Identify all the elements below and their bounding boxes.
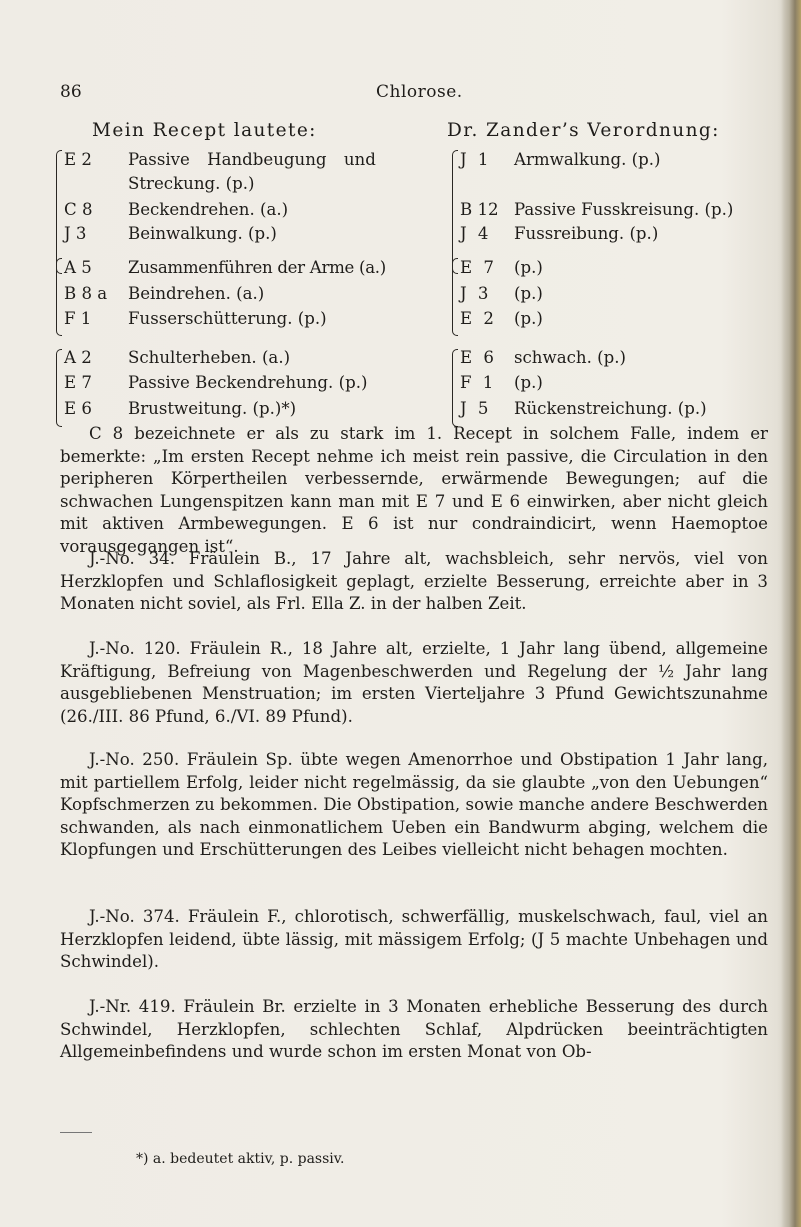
exercise-text: Passive Fusskreisung. (p.) (514, 200, 734, 219)
brace (56, 258, 62, 336)
exercise-text: Fussreibung. (p.) (514, 224, 659, 243)
exercise-text: Beindrehen. (a.) (128, 284, 265, 303)
exercise-text: (p.) (514, 284, 543, 303)
exercise-code: A 5 (64, 258, 92, 277)
page-edge (781, 0, 801, 1227)
brace (452, 349, 458, 427)
exercise-text: Zusammenführen der Arme (a.) (128, 258, 386, 277)
exercise-text: Brustweitung. (p.)*) (128, 399, 297, 418)
exercise-code: F 1 (460, 373, 494, 392)
exercise-text: Beckendrehen. (a.) (128, 200, 289, 219)
exercise-code: J 5 (460, 399, 489, 418)
body-paragraph: J.-No. 34. Fräulein B., 17 Jahre alt, wachsbleich, sehr nervös, viel von Herzklopfen und Schlaflosigkeit geplagt, erzielte Besserung, erreichte aber in 3 Monaten nicht soviel, als Frl. Ella Z. in der halben Zeit. (60, 549, 768, 613)
exercise-code: C 8 (64, 200, 93, 219)
exercise-code: E 6 (460, 348, 494, 367)
exercise-text: (p.) (514, 309, 543, 328)
exercise-code: J 3 (64, 224, 87, 243)
body-paragraph: J.-Nr. 419. Fräulein Br. erzielte in 3 Monaten erhebliche Besserung des durch Schwindel, Herzklopfen, schlechten Schlaf, Alpdrücken beeinträchtigten Allgemeinbefindens und wurde schon im ersten Monat von Ob- (60, 997, 768, 1061)
running-title: Chlorose. (376, 82, 463, 102)
right-column-heading: Dr. Zander’s Verordnung: (447, 120, 720, 141)
body-paragraph: J.-No. 374. Fräulein F., chlorotisch, schwerfällig, muskelschwach, faul, viel an Herzklopfen leidend, übte lässig, mit mässigem Erfolg; (J 5 machte Unbehagen und Schwindel). (60, 907, 768, 971)
exercise-text: Passive Handbeugung und (128, 150, 376, 169)
exercise-code: J 4 (460, 224, 489, 243)
exercise-code: E 6 (64, 399, 92, 418)
body-paragraph: J.-No. 250. Fräulein Sp. übte wegen Amenorrhoe und Obstipation 1 Jahr lang, mit partiellem Erfolg, leider nicht regelmässig, da sie glaubte „von den Uebungen“ Kopfschmerzen zu bekommen. Die Obstipation, sowie manche andere Beschwerden schwanden, als nach einmonatlichem Ueben ein Bandwurm abging, welchem die Klopfungen und Erschütterungen des Leibes vielleicht nicht behagen mochten. (60, 750, 768, 859)
footnote-rule (60, 1132, 92, 1133)
body-paragraph: C 8 bezeichnete er als zu stark im 1. Recept in solchem Falle, indem er bemerkte: „Im ersten Recept nehme ich meist rein passive, die Circulation in den peripheren Körpertheilen verbessernde, erwärmende Bewegungen; auf die schwachen Lungenspitzen kann man mit E 7 und E 6 einwirken, aber nicht gleich mit aktiven Armbewegungen. E 6 ist nur condraindicirt, wenn Haemoptoe vorausgegangen ist“. (60, 424, 768, 556)
body-paragraph: J.-No. 120. Fräulein R., 18 Jahre alt, erzielte, 1 Jahr lang übend, allgemeine Kräftigung, Befreiung von Magenbeschwerden und Regelung der ½ Jahr lang ausgebliebenen Menstruation; im ersten Vierteljahre 3 Pfund Gewichtszunahme (26./III. 86 Pfund, 6./VI. 89 Pfund). (60, 639, 768, 726)
exercise-code: J 1 (460, 150, 489, 169)
exercise-text: Armwalkung. (p.) (514, 150, 661, 169)
exercise-code: J 3 (460, 284, 489, 303)
brace (452, 258, 458, 336)
exercise-code: B 8 a (64, 284, 108, 303)
exercise-code: E 2 (64, 150, 92, 169)
exercise-code: F 1 (64, 309, 92, 328)
exercise-code: B 12 (460, 200, 499, 219)
exercise-text: (p.) (514, 258, 543, 277)
footnote: *) a. bedeutet aktiv, p. passiv. (136, 1151, 345, 1167)
brace (56, 349, 62, 427)
exercise-text: Schulterheben. (a.) (128, 348, 291, 367)
brace (452, 150, 458, 274)
left-column-heading: Mein Recept lautete: (92, 120, 317, 141)
exercise-text: (p.) (514, 373, 543, 392)
exercise-text: Passive Beckendrehung. (p.) (128, 373, 368, 392)
exercise-code: A 2 (64, 348, 92, 367)
exercise-text: Fusserschütterung. (p.) (128, 309, 327, 328)
exercise-text: Streckung. (p.) (128, 174, 255, 193)
exercise-code: E 2 (460, 309, 494, 328)
page-number: 86 (60, 82, 82, 102)
exercise-text: Rückenstreichung. (p.) (514, 399, 707, 418)
exercise-text: Beinwalkung. (p.) (128, 224, 277, 243)
exercise-code: E 7 (460, 258, 494, 277)
exercise-code: E 7 (64, 373, 92, 392)
brace (56, 150, 62, 274)
exercise-text: schwach. (p.) (514, 348, 626, 367)
